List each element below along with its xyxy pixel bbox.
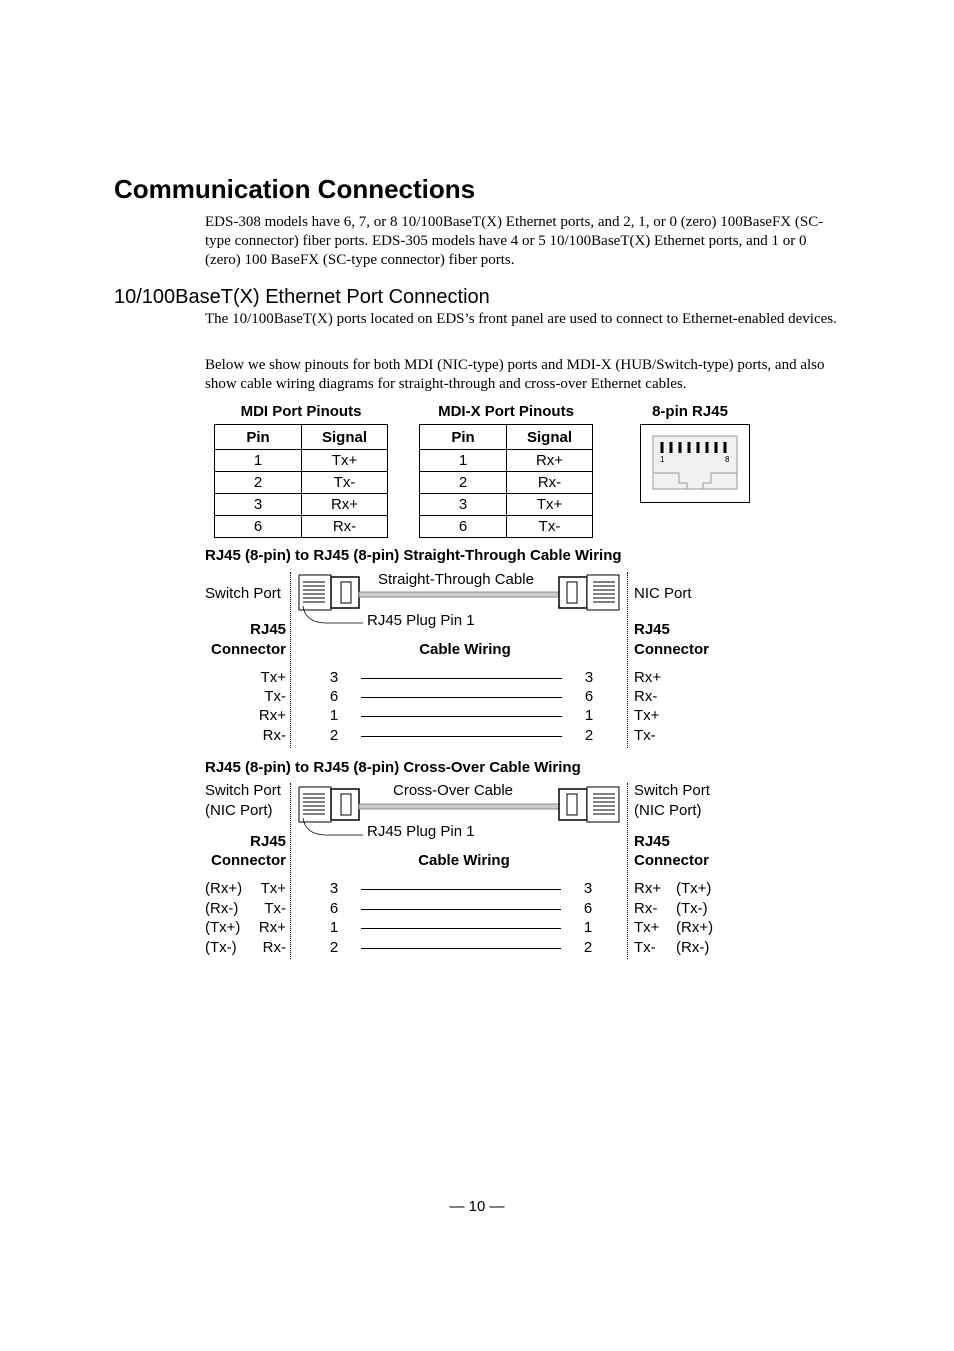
mdix-pin: 1 xyxy=(420,450,507,472)
straight-left-divider xyxy=(290,572,291,748)
mdi-pin: 1 xyxy=(215,450,302,472)
straight-left-conn-a: RJ45 xyxy=(250,621,286,638)
mdix-pin: 6 xyxy=(420,516,507,538)
straight-left-signal: Rx- xyxy=(262,727,286,744)
mdi-caption: MDI Port Pinouts xyxy=(240,403,362,420)
page-title: Communication Connections xyxy=(114,174,476,204)
table-row xyxy=(215,516,388,538)
mdi-pin: 6 xyxy=(215,516,302,538)
straight-right-conn-a: RJ45 xyxy=(634,621,670,638)
cross-left-signal: Rx+ xyxy=(258,919,286,936)
section-paragraph-2: Below we show pinouts for both MDI (NIC-type) ports and MDI-X (HUB/Switch-type) ports, and also show cable wiring diagrams for straight-through and cross-over Ethernet cables. xyxy=(205,357,825,392)
straight-left-pin: 6 xyxy=(329,688,339,705)
right-plug-icon xyxy=(559,575,619,610)
cross-wiring-label: Cable Wiring xyxy=(418,852,510,869)
table-row xyxy=(215,450,388,472)
cross-right-alt: (Tx-) xyxy=(676,900,708,917)
rj45-pin-8-label: 8 xyxy=(725,455,730,464)
straight-right-pin: 2 xyxy=(584,727,594,744)
rj45-caption: 8-pin RJ45 xyxy=(652,403,728,420)
straight-left-port: Switch Port xyxy=(205,585,281,602)
table-row xyxy=(420,450,593,472)
mdix-signal: Tx- xyxy=(507,516,593,538)
mdi-signal: Tx- xyxy=(302,472,388,494)
cross-left-conn-b: Connector xyxy=(211,852,286,869)
cross-cable-label: Cross-Over Cable xyxy=(393,782,514,799)
straight-wire xyxy=(361,697,562,698)
cross-wire xyxy=(361,928,561,929)
rj45-jack xyxy=(640,424,750,503)
straight-left-signal: Tx- xyxy=(264,688,286,705)
straight-left-signal: Tx+ xyxy=(260,669,286,686)
cross-right-pin: 1 xyxy=(583,919,593,936)
cross-cable-diagram xyxy=(295,782,625,842)
cross-left-alt: (Rx+) xyxy=(205,880,243,897)
straight-left-pin: 2 xyxy=(329,727,339,744)
table-row xyxy=(215,472,388,494)
mdi-header-pin: Pin xyxy=(215,425,302,450)
straight-right-divider xyxy=(627,572,628,748)
mdi-pin: 3 xyxy=(215,494,302,516)
straight-right-conn-b: Connector xyxy=(634,641,709,658)
cross-right-conn-b: Connector xyxy=(634,852,709,869)
left-plug-icon xyxy=(299,787,359,822)
cross-left-signal: Tx- xyxy=(264,900,286,917)
rj45-jack-icon xyxy=(641,425,749,502)
mdix-signal: Tx+ xyxy=(507,494,593,516)
section-heading: 10/100BaseT(X) Ethernet Port Connection xyxy=(114,286,490,308)
straight-right-signal: Rx+ xyxy=(634,669,662,686)
straight-right-signal: Tx- xyxy=(634,727,656,744)
straight-cable-label: Straight-Through Cable xyxy=(378,571,534,588)
cross-right-alt: (Tx+) xyxy=(676,880,712,897)
straight-wiring-label: Cable Wiring xyxy=(419,641,511,658)
cross-left-alt: (Tx+) xyxy=(205,919,241,936)
rj45-pin-1-label: 1 xyxy=(660,455,665,464)
cross-right-signal: Rx+ xyxy=(634,880,662,897)
cross-right-pin: 3 xyxy=(583,880,593,897)
straight-cable-diagram xyxy=(295,570,625,630)
cross-left-conn-a: RJ45 xyxy=(250,833,286,850)
section-paragraph-1: The 10/100BaseT(X) ports located on EDS’s front panel are used to connect to Ethernet-enabled devices. xyxy=(205,311,837,327)
straight-right-pin: 6 xyxy=(584,688,594,705)
mdi-signal: Rx- xyxy=(302,516,388,538)
table-row xyxy=(215,494,388,516)
cross-left-divider xyxy=(290,783,291,959)
mdix-header-pin: Pin xyxy=(420,425,507,450)
cross-right-signal: Tx- xyxy=(634,939,656,956)
mdix-header-signal: Signal xyxy=(507,425,593,450)
straight-right-signal: Tx+ xyxy=(634,707,660,724)
cross-left-pin: 1 xyxy=(329,919,339,936)
mdi-signal: Rx+ xyxy=(302,494,388,516)
right-plug-icon xyxy=(559,787,619,822)
straight-right-pin: 1 xyxy=(584,707,594,724)
cross-plug-label: RJ45 Plug Pin 1 xyxy=(367,823,475,840)
mdix-signal: Rx- xyxy=(507,472,593,494)
cross-left-pin: 3 xyxy=(329,880,339,897)
straight-left-pin: 3 xyxy=(329,669,339,686)
straight-wire xyxy=(361,736,562,737)
cross-right-signal: Rx- xyxy=(634,900,658,917)
straight-left-conn-b: Connector xyxy=(211,641,286,658)
page-number: — 10 — xyxy=(449,1198,505,1215)
straight-left-pin: 1 xyxy=(329,707,339,724)
cross-left-pin: 2 xyxy=(329,939,339,956)
cross-left-alt: (Tx-) xyxy=(205,939,237,956)
cross-right-pin: 6 xyxy=(583,900,593,917)
table-row xyxy=(420,472,593,494)
mdix-caption: MDI-X Port Pinouts xyxy=(438,403,574,420)
cross-right-port-alt: (NIC Port) xyxy=(634,802,702,819)
mdix-signal: Rx+ xyxy=(507,450,593,472)
table-row xyxy=(420,516,593,538)
left-plug-icon xyxy=(299,575,359,610)
mdi-header-signal: Signal xyxy=(302,425,388,450)
straight-right-port: NIC Port xyxy=(634,585,692,602)
mdi-pin: 2 xyxy=(215,472,302,494)
cross-title: RJ45 (8-pin) to RJ45 (8-pin) Cross-Over Cable Wiring xyxy=(205,759,581,776)
straight-right-signal: Rx- xyxy=(634,688,658,705)
cross-wire xyxy=(361,909,561,910)
cross-right-conn-a: RJ45 xyxy=(634,833,670,850)
cross-wire xyxy=(361,889,561,890)
mdi-signal: Tx+ xyxy=(302,450,388,472)
mdi-table xyxy=(214,424,388,538)
straight-wire xyxy=(361,678,562,679)
cross-right-divider xyxy=(627,783,628,959)
cross-right-alt: (Rx+) xyxy=(676,919,714,936)
mdix-table xyxy=(419,424,593,538)
cross-left-alt: (Rx-) xyxy=(205,900,239,917)
mdix-pin: 2 xyxy=(420,472,507,494)
straight-title: RJ45 (8-pin) to RJ45 (8-pin) Straight-Through Cable Wiring xyxy=(205,547,622,564)
cross-left-port: Switch Port xyxy=(205,782,281,799)
straight-left-signal: Rx+ xyxy=(258,707,286,724)
cross-right-port: Switch Port xyxy=(634,782,710,799)
cross-right-pin: 2 xyxy=(583,939,593,956)
table-row xyxy=(420,494,593,516)
straight-right-pin: 3 xyxy=(584,669,594,686)
straight-plug-label: RJ45 Plug Pin 1 xyxy=(367,612,475,629)
mdix-pin: 3 xyxy=(420,494,507,516)
cross-left-pin: 6 xyxy=(329,900,339,917)
straight-wire xyxy=(361,716,562,717)
cross-left-signal: Rx- xyxy=(262,939,286,956)
cross-left-signal: Tx+ xyxy=(260,880,286,897)
cross-right-signal: Tx+ xyxy=(634,919,660,936)
cross-left-port-alt: (NIC Port) xyxy=(205,802,273,819)
cross-right-alt: (Rx-) xyxy=(676,939,710,956)
cross-wire xyxy=(361,948,561,949)
intro-paragraph: EDS-308 models have 6, 7, or 8 10/100BaseT(X) Ethernet ports, and 2, 1, or 0 (zero) 100BaseFX (SC-type connector) fiber ports. EDS-305 models have 4 or 5 10/100BaseT(X) Ethernet ports, and 1 or 0 (zero) 100 BaseFX (SC-type connector) fiber ports. xyxy=(205,214,824,268)
